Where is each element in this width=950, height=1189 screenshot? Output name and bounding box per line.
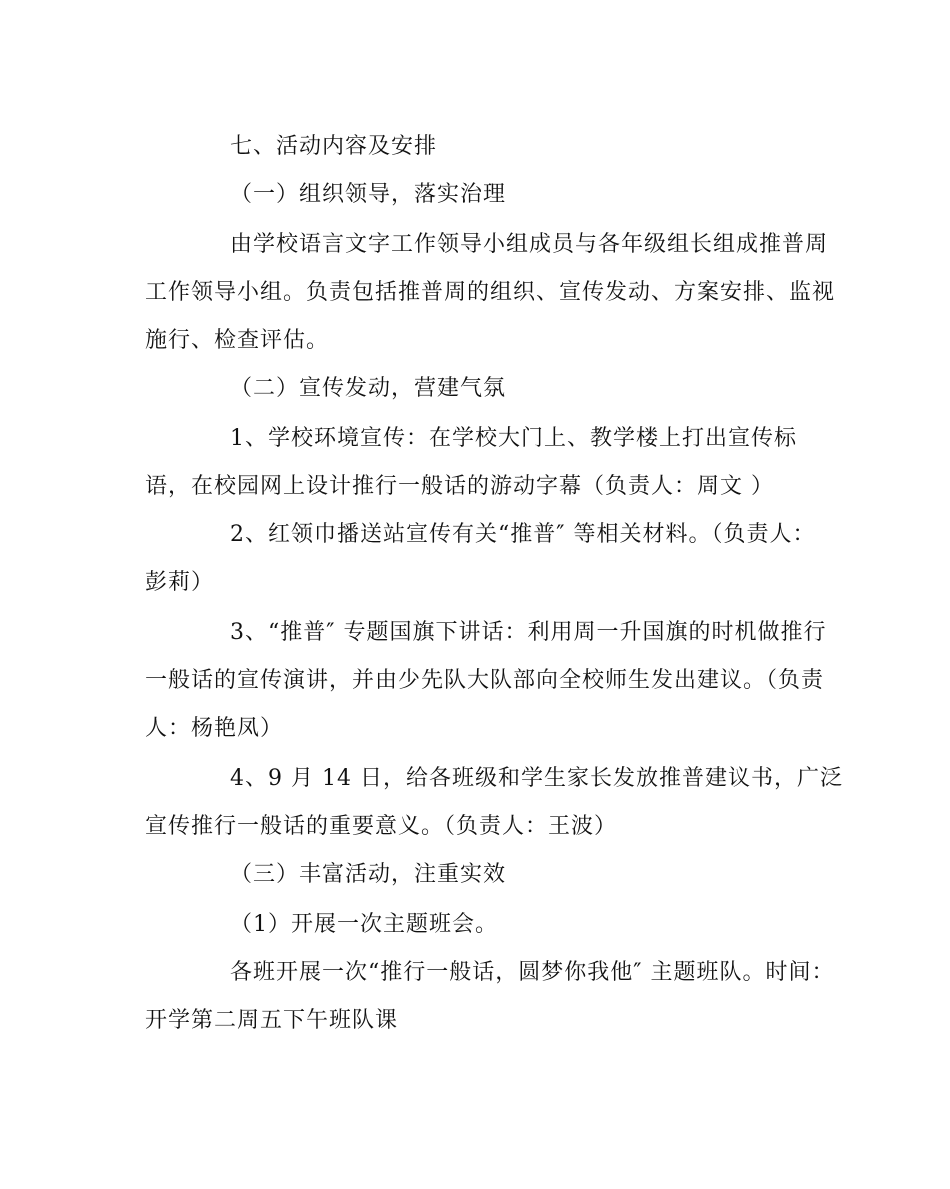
paragraph-line: 1、学校环境宣传：在学校大门上、教学楼上打出宣传标 <box>230 426 797 451</box>
list-item: （1）开展一次主题班会。 <box>230 912 498 937</box>
subheading-2: （二）宣传发动，营建气氛 <box>230 376 507 401</box>
paragraph-line: 宣传推行一般话的重要意义。（负责人：王波） <box>145 814 618 839</box>
paragraph-line: 4、9 月 14 日，给各班级和学生家长发放推普建议书，广泛 <box>230 766 843 791</box>
paragraph-line: 由学校语言文字工作领导小组成员与各年级组长组成推普周 <box>230 232 829 257</box>
paragraph-line: 施行、检查评估。 <box>145 328 330 353</box>
section-heading-7: 七、活动内容及安排 <box>230 134 438 159</box>
subheading-3: （三）丰富活动，注重实效 <box>230 862 507 887</box>
paragraph-line: 开学第二周五下午班队课 <box>145 1008 399 1033</box>
paragraph-line: 人：杨艳凤） <box>145 716 284 741</box>
paragraph-line: 3、“推普″ 专题国旗下讲话：利用周一升国旗的时机做推行 <box>230 620 827 645</box>
paragraph-line: 2、红领巾播送站宣传有关“推普″ 等相关材料。（负责人： <box>230 522 816 547</box>
paragraph-line: 一般话的宣传演讲，并由少先队大队部向全校师生发出建议。（负责 <box>145 668 825 693</box>
paragraph-line: 各班开展一次“推行一般话，圆梦你我他″ 主题班队。时间： <box>230 960 835 985</box>
subheading-1: （一）组织领导，落实治理 <box>230 182 507 207</box>
paragraph-line: 彭莉） <box>145 570 215 595</box>
paragraph-line: 语，在校园网上设计推行一般话的游动字幕（负责人：周文 ） <box>145 474 774 499</box>
paragraph-line: 工作领导小组。负责包括推普周的组织、宣传发动、方案安排、监视 <box>145 280 836 305</box>
